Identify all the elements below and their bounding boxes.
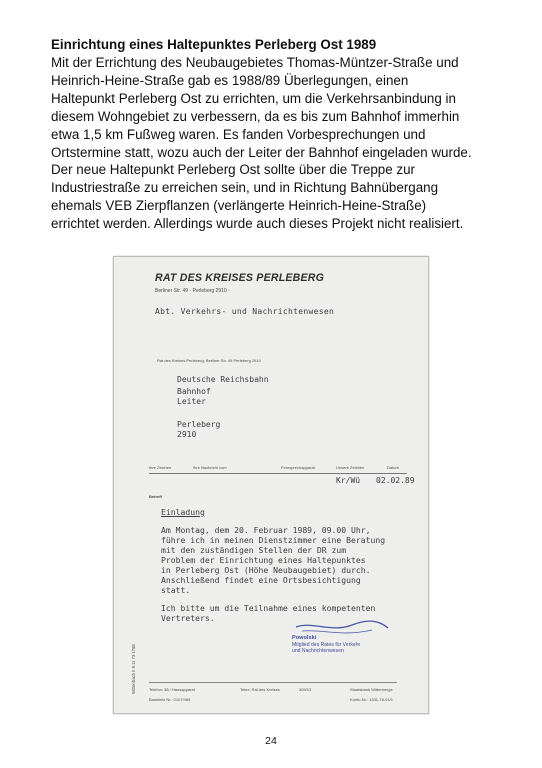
footer-item: 309/13 — [299, 687, 312, 692]
stamp-line: Mitglied des Rates für Verkehr — [292, 642, 361, 648]
paragraph-line: Heinrich-Heine-Straße gab es 1988/89 Überlegungen, einen — [51, 72, 409, 88]
letter-body-line: Problem der Einrichtung eines Haltepunktes — [161, 555, 366, 565]
scanned-letter — [113, 256, 429, 714]
recipient-line: Deutsche Reichsbahn — [177, 375, 269, 384]
letter-body-line: Am Montag, dem 20. Februar 1989, 09.00 Uhr, — [161, 525, 371, 535]
body-paragraph — [51, 54, 521, 233]
letter-body-line: Anschließend findet eine Ortsbesichtigung — [161, 575, 361, 585]
letter-organization: RAT DES KREISES PERLEBERG — [155, 272, 325, 284]
recipient-line: Leiter — [177, 397, 206, 406]
letter-date: 02.02.89 — [376, 476, 415, 485]
letter-body-line: statt. — [161, 585, 191, 595]
paragraph-line: Haltepunkt Perleberg Ost zu errichten, um die Verkehrsanbindung in — [51, 90, 456, 106]
paragraph-line: Der neue Haltepunkt Perleberg Ost sollte über die Treppe zur — [51, 162, 415, 178]
footer-item: Staatsbank Wittenberge — [350, 687, 393, 692]
subject-label: Betreff — [149, 494, 162, 499]
recipient-line: Perleberg — [177, 420, 221, 429]
paragraph-line: Ortstermine statt, wozu auch der Leiter der Bahnhof eingeladen wurde. — [51, 144, 472, 160]
stamp-name: Powolski — [292, 635, 317, 641]
paragraph-line: errichtet werden. Allerdings wurde auch dieses Projekt nicht realisiert. — [51, 216, 464, 232]
ref-header: Fernsprechapparat — [281, 465, 315, 470]
letter-body-line: Vertreters. — [161, 613, 215, 623]
paragraph-line: Mit der Errichtung des Neubaugebietes Thomas-Müntzer-Straße und — [51, 55, 459, 70]
paragraph-line: diesem Wohngebiet zu verbessern, da es bis zum Bahnhof immerhin — [51, 108, 460, 124]
recipient-line: 2910 — [177, 430, 197, 439]
letter-subject: Einladung — [161, 507, 205, 517]
letter-department: Abt. Verkehrs- und Nachrichtenwesen — [155, 307, 335, 316]
letter-body-line: mit den zuständigen Stellen der DR zum — [161, 545, 347, 555]
ref-header: Ihre Zeichen — [149, 465, 172, 470]
stamp-line: und Nachrichtenwesen — [292, 648, 344, 654]
paragraph-line: etwa 1,5 km Fußweg waren. Es fanden Vorbesprechungen und — [51, 126, 426, 142]
page-number: 24 — [265, 735, 277, 747]
ref-header: Datum — [387, 465, 399, 470]
side-note: Wittenbach II 9.11 73 1788 — [131, 644, 136, 694]
ref-header: Unsere Zeichen — [336, 465, 365, 470]
divider — [149, 473, 407, 474]
letter-sender-line: Rat des Kreises Perleberg, Berliner Str. 49 Perleberg 2910 — [157, 358, 261, 363]
letter-body-line: in Perleberg Ost (Höhe Neubaugebiet) durch. — [161, 565, 371, 575]
divider — [149, 682, 397, 683]
paragraph-line: ehemals VEB Zierpflanzen (verlängerte Heinrich-Heine-Straße) — [51, 198, 427, 214]
letter-body-line: führe ich in meinen Dienstzimmer eine Beratung — [161, 535, 386, 545]
ref-header: Ihre Nachricht vom — [193, 465, 227, 470]
footer-item: Telefon: 38 / Hausapparat — [149, 687, 195, 692]
paragraph-line: Industriestraße zu erreichen sein, und in Richtung Bahnübergang — [51, 180, 439, 196]
letter-body-line: Ich bitte um die Teilnahme eines kompetenten — [161, 603, 376, 613]
section-heading: Einrichtung eines Haltepunktes Perleberg Ost 1989 — [51, 37, 377, 52]
recipient-line: Bahnhof — [177, 387, 211, 396]
footer-item: Bankleitz Nr.: 0107/489 — [149, 697, 191, 702]
letter-address: Berliner Str. 49 · Perleberg 2910 · — [155, 288, 230, 294]
footer-item: Konto-Nr.: 1331-78-01/1 — [350, 697, 393, 702]
our-reference: Kr/Wü — [336, 476, 361, 485]
footer-item: Telex: Rat des Kreises — [240, 687, 280, 692]
